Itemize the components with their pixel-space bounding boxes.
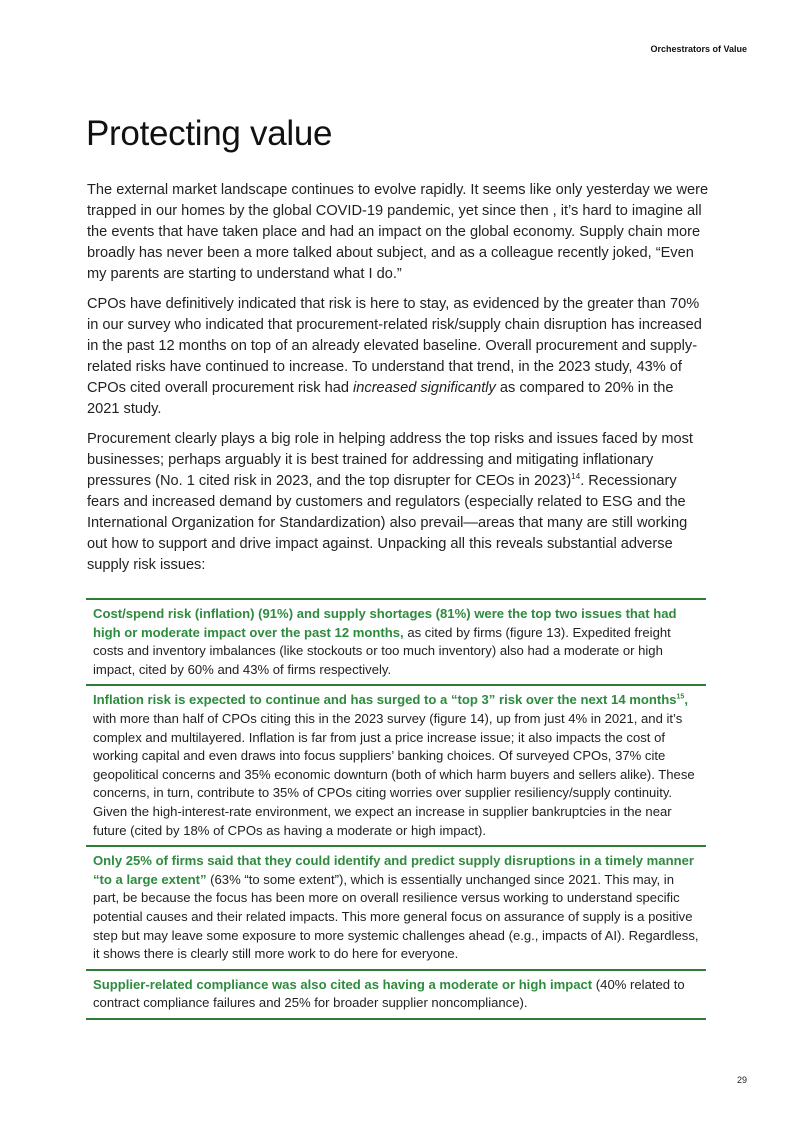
paragraph-procurement [87,429,709,576]
page-number: 29 [736,1075,747,1085]
paragraph-risk-text-b: as compared to 20% in the 2021 study. [87,380,674,417]
callout-supplier-compliance [86,969,706,1020]
paragraph-procurement-text-a: Procurement clearly plays a big role in helping address the top risks and issues faced by most businesses; perhaps arguably it is best trained for addressing and mitigating inflationary pressures (No. 1 cited risk in 2023, and the top disrupter for CEOs in 2023) [87,431,693,489]
callout-cost-spend-risk [86,598,706,684]
running-header: Orchestrators of Value [650,44,747,54]
callout-text: (40% related to contract compliance failures and 25% for broader supplier noncompliance). [93,976,685,1011]
footnote-ref-14: 14 [571,472,581,482]
paragraph-risk [87,294,709,420]
paragraph-risk-text-a: CPOs have definitively indicated that risk is here to stay, as evidenced by the greater than 70% in our survey who indicated that procurement-related risk/supply chain disruption has increased in the past 12 months on top of an already elevated baseline. Overall procurement and supply-related risks have continued to increase. To understand that trend, in the 2023 study, 43% of CPOs cited overall procurement risk had [87,296,702,396]
callout-highlight: Cost/spend risk (inflation) (91%) and supply shortages (81%) were the top two issues that had high or moderate impact over the past 12 months, [93,606,677,640]
callout-highlight: Inflation risk is expected to continue and has surged to a “top 3” risk over the next 14 months [93,692,677,708]
callout-highlight: Supplier-related compliance was also cited as having a moderate or high impact [93,976,593,992]
callout-highlight-end: , [684,692,688,708]
page-title: Protecting value [86,114,333,153]
callout-text: as cited by firms (figure 13). Expedited freight costs and inventory imbalances (like stockouts or too much inventory) also had a moderate or high impact, cited by 60% and 43% of firms respectively. [93,624,671,677]
emphasis-increased-significantly: increased significantly [353,380,496,396]
callout-text: (63% “to some extent”), which is essentially unchanged since 2021. This may, in part, be because the focus has been more on overall resilience versus working to understand specific potential causes and their related impacts. This more general focus on assurance of supply is a positive step but may leave some exposure to more systemic challenges ahead (e.g., impacts of AI). Regardless, it shows there is clearly still more work to do here for everyone. [93,871,699,962]
body-text [87,180,709,585]
risk-callout-list [86,598,706,1020]
footnote-ref-15: 15 [676,694,685,702]
callout-text: with more than half of CPOs citing this in the 2023 survey (figure 14), up from just 4% in 2021, and it’s complex and multilayered. Inflation is far from just a price increase issue; it also impacts the cost of working capital and even draws into focus suppliers’ banking choices. Of surveyed CPOs, 37% cite geopolitical concerns and 35% economic downturn (both of which harm buyers and sellers alike). These concerns, in turn, contribute to 35% of CPOs citing worries over supplier resiliency/supply continuity. Given the high-interest-rate environment, we expect an increase in supplier bankruptcies in the near future (cited by 18% of CPOs as having a moderate or high impact). [93,710,695,838]
callout-inflation-risk [86,684,706,845]
paragraph-procurement-text-b: . Recessionary fears and increased demand by customers and regulators (especially related to ESG and the International Organization for Standardization) also prevail—areas that many are still working out how to support and drive impact against. Unpacking all this reveals substantial adverse supply risk issues: [87,473,688,573]
callout-highlight: Only 25% of firms said that they could identify and predict supply disruptions in a timely manner “to a large extent” [93,853,694,887]
paragraph-intro: The external market landscape continues to evolve rapidly. It seems like only yesterday we were trapped in our homes by the global COVID-19 pandemic, yet since then , it’s hard to imagine all the events that have taken place and had an impact on the global economy. Supply chain more broadly has never been a more talked about subject, and as a colleague recently joked, “Even my parents are starting to understand what I do.” [87,182,709,282]
callout-supply-disruption-prediction [86,845,706,969]
